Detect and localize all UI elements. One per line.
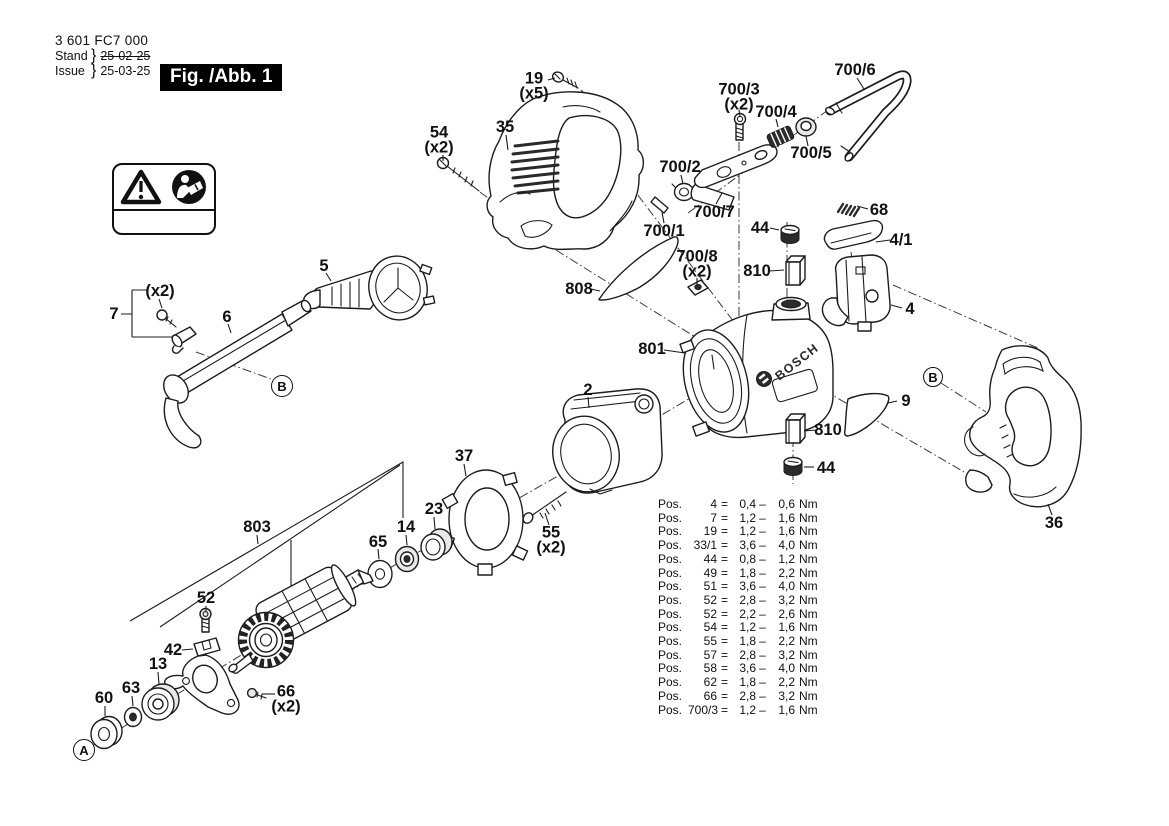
brace-glyph: }: [91, 47, 97, 64]
part-700-1-pin: [651, 197, 668, 213]
part-label-5: 5: [319, 256, 329, 275]
part-label-810-bottom: 810: [814, 420, 842, 439]
part-label-4: 4: [905, 299, 915, 318]
torque-row: Pos. 33/1 = 3,6 – 4,0 Nm: [658, 538, 818, 553]
part-label-14: 14: [396, 517, 416, 536]
brace-glyph: }: [91, 62, 97, 79]
part-label-808: 808: [565, 279, 593, 298]
part-6-cord-sleeve: [159, 299, 313, 448]
part-808-panel: [599, 237, 678, 300]
part-36-handle-housing: [965, 346, 1082, 507]
part-label-700-8: 700/8 (x2): [676, 247, 718, 280]
part-9-panel: [845, 394, 889, 436]
part-number: 3 601 FC7 000: [55, 33, 149, 48]
torque-row: Pos. 57 = 2,8 – 3,2 Nm: [658, 647, 818, 662]
part-label-19: 19 (x5): [519, 69, 549, 102]
bosch-logo: BOSCH: [772, 340, 822, 384]
part-68-spring: [838, 204, 859, 216]
issue-label: Issue: [55, 64, 85, 78]
part-label-700-4: 700/4: [755, 102, 797, 121]
part-label-42: 42: [163, 640, 183, 659]
part-label-6: 6: [222, 307, 232, 326]
torque-table-rows: [658, 498, 818, 717]
part-700-8-nut: [688, 280, 708, 295]
part-13-bearing: [142, 684, 179, 720]
part-700-3-screw: [735, 114, 746, 141]
part-2-stator: [546, 389, 662, 498]
part-label-54: 54 (x2): [424, 123, 454, 156]
torque-row: Pos. 52 = 2,8 – 3,2 Nm: [658, 592, 818, 607]
part-label-63: 63: [121, 678, 141, 697]
torque-row: Pos. 54 = 1,2 – 1,6 Nm: [658, 620, 818, 635]
torque-row: Pos. 52 = 2,2 – 2,6 Nm: [658, 606, 818, 621]
title-block: [55, 33, 150, 78]
part-60-washer: [91, 717, 122, 749]
part-810-brush-top: [786, 256, 805, 285]
part-label-35: 35: [495, 117, 515, 136]
part-803-armature: [227, 561, 373, 673]
part-label-23: 23: [424, 499, 444, 518]
part-44-cap-top: [781, 226, 799, 244]
part-label-65: 65: [368, 532, 388, 551]
figure-label: Fig. /Abb. 1: [160, 64, 282, 91]
part-52-screw: [200, 609, 211, 633]
part-7-clamp-screw: [157, 310, 196, 353]
torque-row: Pos. 7 = 1,2 – 1,6 Nm: [658, 510, 818, 525]
part-4-1-button: [824, 221, 882, 250]
part-label-4-1: 4/1: [889, 230, 913, 249]
part-4-switch: [822, 255, 890, 331]
part-label-700-1: 700/1: [643, 221, 685, 240]
part-700-5-ring: [796, 118, 816, 136]
part-label-60: 60: [94, 688, 114, 707]
torque-row: Pos. 49 = 1,8 – 2,2 Nm: [658, 565, 818, 580]
connector-b-right: B: [923, 367, 943, 387]
part-label-52: 52: [196, 588, 216, 607]
part-label-68: 68: [869, 200, 889, 219]
part-label-13: 13: [148, 654, 168, 673]
torque-row: Pos. 55 = 1,8 – 2,2 Nm: [658, 634, 818, 649]
safety-pos-list: [114, 211, 214, 213]
part-label-803: 803: [243, 517, 271, 536]
part-54-screw: [438, 158, 480, 192]
warning-triangle-icon: [119, 168, 163, 206]
part-700-7-bracket: [691, 145, 777, 210]
part-44-cap-bottom: [784, 458, 802, 476]
torque-row: Pos. 4 = 0,4 – 0,6 Nm: [658, 497, 818, 511]
part-label-44-bottom: 44: [816, 458, 836, 477]
torque-row: Pos. 51 = 3,6 – 4,0 Nm: [658, 579, 818, 594]
part-label-9: 9: [901, 391, 911, 410]
part-label-66: 66 (x2): [271, 682, 301, 715]
connector-b-left: B: [271, 375, 293, 397]
part-label-7: 7: [109, 304, 119, 323]
stand-date: 25-02-25: [100, 49, 151, 63]
part-label-700-7: 700/7: [693, 202, 735, 221]
part-63-washer: [125, 708, 142, 727]
part-label-700-5: 700/5: [790, 143, 832, 162]
issue-date: 25-03-25: [100, 64, 151, 78]
part-label-55: 55 (x2): [536, 523, 566, 556]
part-700-6-handle: [825, 75, 908, 163]
part-19-screw: [551, 70, 578, 88]
part-801-motor-housing: [673, 298, 833, 439]
part-55-screw: [521, 492, 566, 525]
read-manual-icon: [169, 168, 209, 206]
part-37-fan-guard: [441, 470, 528, 575]
part-label-700-2: 700/2: [659, 157, 701, 176]
torque-row: Pos. 62 = 1,8 – 2,2 Nm: [658, 675, 818, 690]
part-35-housing-shell: [487, 92, 643, 250]
part-14-bearing: [396, 547, 419, 572]
torque-row: Pos. 44 = 0,8 – 1,2 Nm: [658, 551, 818, 566]
part-label-810-top: 810: [743, 261, 771, 280]
torque-table: [658, 498, 818, 717]
part-label-44-top: 44: [750, 218, 770, 237]
stand-label: Stand: [55, 49, 88, 63]
torque-row: Pos. 66 = 2,8 – 3,2 Nm: [658, 688, 818, 703]
torque-row: Pos. 58 = 3,6 – 4,0 Nm: [658, 661, 818, 676]
part-810-brush-bottom: [786, 414, 805, 443]
part-65-washer: [368, 561, 392, 588]
safety-notice-box: [112, 163, 216, 235]
part-23-collar: [421, 529, 452, 560]
torque-row: Pos. 700/3 = 1,2 – 1,6 Nm: [658, 702, 818, 717]
part-label-801: 801: [638, 339, 666, 358]
torque-row: Pos. 19 = 1,2 – 1,6 Nm: [658, 524, 818, 539]
connector-a: A: [73, 739, 95, 761]
part-label-36: 36: [1044, 513, 1064, 532]
part-label-7-qty: (x2): [145, 281, 175, 300]
part-label-700-6: 700/6: [834, 60, 876, 79]
part-label-37: 37: [454, 446, 474, 465]
part-label-2: 2: [583, 380, 593, 399]
part-label-700-3: 700/3 (x2): [718, 80, 760, 113]
